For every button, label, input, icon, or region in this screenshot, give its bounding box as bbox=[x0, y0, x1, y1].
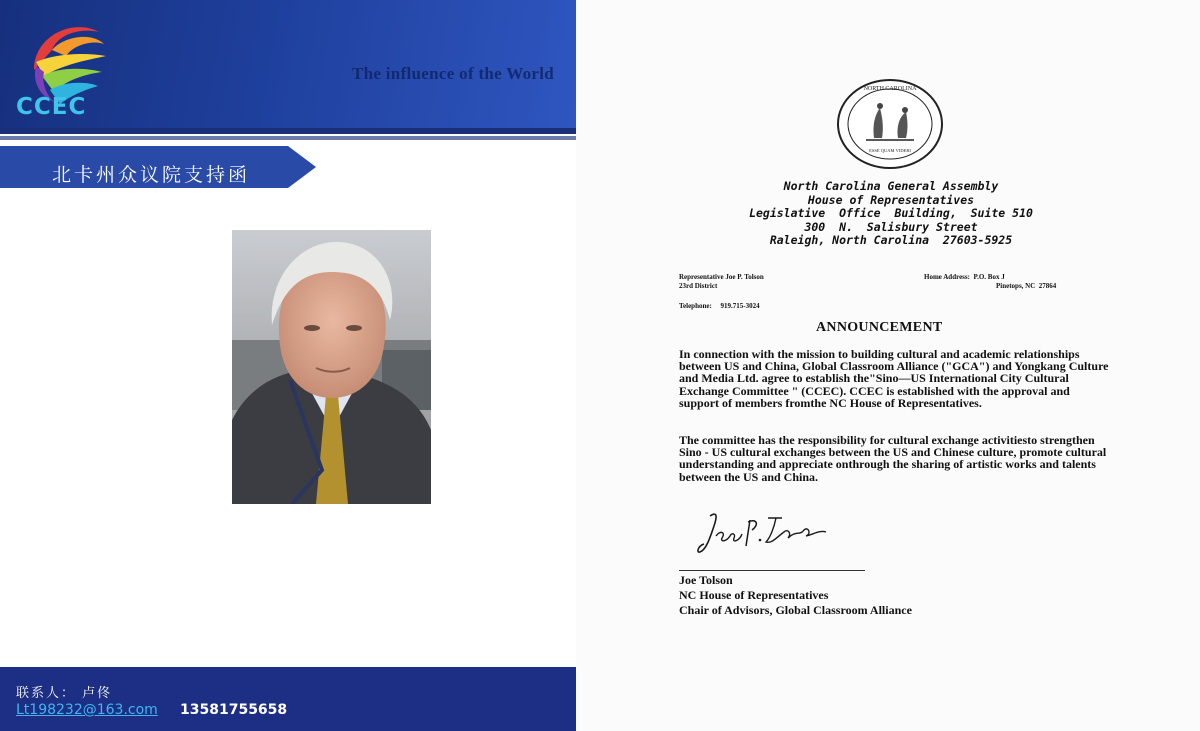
state-seal-icon bbox=[836, 78, 944, 170]
tagline: The influence of the World bbox=[352, 64, 555, 83]
contact-email-link[interactable]: Lt198232@163.com bbox=[16, 702, 158, 718]
logo-wordmark: CCEC bbox=[16, 94, 87, 120]
letterhead bbox=[676, 180, 1106, 248]
header-divider-thin bbox=[0, 136, 576, 140]
contact-label: 联系人： 卢佟 bbox=[16, 686, 113, 701]
svg-text:ESSE QUAM VIDERI: ESSE QUAM VIDERI bbox=[869, 148, 911, 153]
svg-text:NORTH CAROLINA: NORTH CAROLINA bbox=[863, 86, 917, 92]
support-letter bbox=[576, 0, 1200, 731]
contact-phone: 13581755658 bbox=[180, 702, 288, 718]
letterhead-line: 300 N. Salisbury Street bbox=[804, 219, 978, 234]
signer-block bbox=[679, 573, 912, 618]
announcement-title: ANNOUNCEMENT bbox=[816, 320, 943, 335]
letterhead-line: Legislative Office Building, Suite 510 bbox=[749, 206, 1033, 221]
signer-title: NC House of Representatives bbox=[679, 588, 829, 602]
letterhead-line: Raleigh, North Carolina 27603-5925 bbox=[769, 233, 1013, 248]
letterhead-line: North Carolina General Assembly bbox=[783, 179, 999, 193]
rep-district: 23rd District bbox=[679, 282, 718, 290]
telephone: Telephone: 919.715-3024 bbox=[679, 302, 760, 310]
header-divider bbox=[0, 128, 576, 134]
announcement-paragraph-2: The committee has the responsibility for cultural exchange activitiesto strengthen Sino - US cultural exchanges between the US and Chinese culture, promote cultural understanding and appreciate onthrough the sharing of artistic works and talents between the US and China. bbox=[679, 433, 1107, 484]
rep-name: Representative Joe P. Tolson bbox=[679, 273, 764, 281]
signature-line bbox=[679, 570, 865, 571]
slide-panel bbox=[0, 0, 576, 731]
signer-title: Chair of Advisors, Global Classroom Alliance bbox=[679, 603, 912, 617]
signer-name: Joe Tolson bbox=[679, 573, 733, 587]
page-title: 北卡州众议院支持函 bbox=[52, 164, 251, 186]
home-city: Pinetops, NC 27864 bbox=[996, 282, 1057, 290]
handwritten-signature bbox=[696, 506, 836, 556]
portrait-photo bbox=[232, 230, 431, 504]
home-address: Home Address: P.O. Box J bbox=[924, 273, 1005, 281]
letterhead-line: House of Representatives bbox=[807, 192, 975, 207]
announcement-paragraph-1: In connection with the mission to building cultural and academic relationships between US and China, Global Classroom Alliance ("GCA") and Yongkang Culture and Media Ltd. agree to establish the"Sino—US International City Cultural Exchange Committee " (CCEC). CCEC is established with the approval and support of members fromthe NC House of Representatives. bbox=[679, 347, 1109, 410]
